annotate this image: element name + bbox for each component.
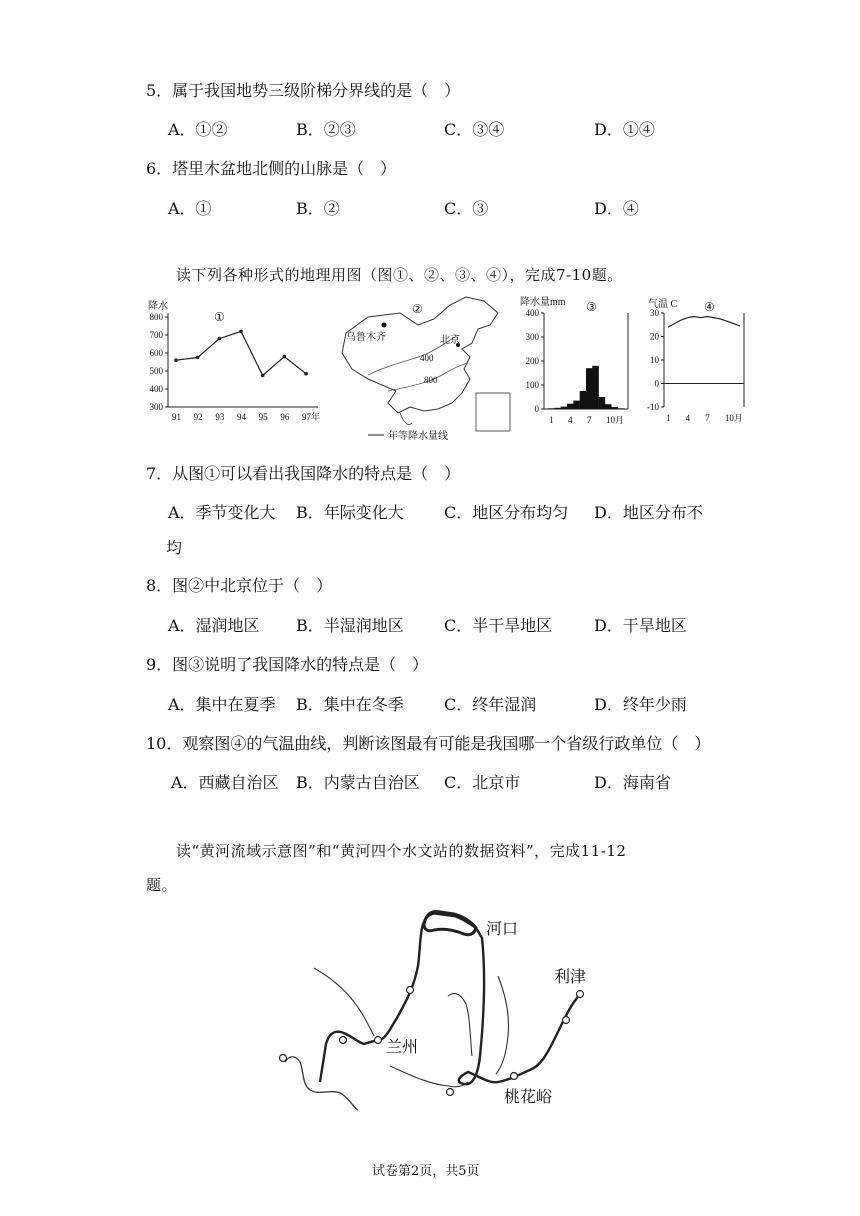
q7-option-a: A．季节变化大 <box>168 503 276 522</box>
fig4-xtick-label: 10月 <box>724 413 743 423</box>
intro-yellow-river-line1: 读“黄河流域示意图”和“黄河四个水文站的数据资料”，完成11-12 <box>176 842 627 860</box>
fig4-xtick-label: 4 <box>685 413 691 423</box>
yellow-river-basin-map <box>258 906 598 1116</box>
fig1-data-point <box>174 358 178 362</box>
fig4-ytick-label: 20 <box>650 331 659 342</box>
fig3-ytick-label: 400 <box>525 308 539 318</box>
fig3-bar <box>611 407 618 409</box>
fig2-legend: 年等降水量线 <box>388 431 448 442</box>
q9-stem: 9．图③说明了我国降水的特点是（ ） <box>146 655 429 674</box>
fig3-xtick-label: 4 <box>568 415 573 425</box>
fig4-ytick-label: 0 <box>654 378 659 389</box>
q5-option-b: B．②③ <box>296 120 356 139</box>
q8-option-c: C．半干旱地区 <box>444 616 553 635</box>
intro-yellow-river-line2: 题。 <box>146 876 178 894</box>
q8-option-a: A．湿润地区 <box>168 616 260 635</box>
fig2-isohyet-800-label: 800 <box>424 375 438 385</box>
fig1-xtick-label: 95 <box>258 412 268 422</box>
q10-option-d: D．海南省 <box>594 773 671 792</box>
q7-option-d: D．地区分布不 <box>594 503 703 522</box>
fig2-city-urumqi: 乌鲁木齐 <box>346 332 386 343</box>
fig3-xtick-label: 7 <box>587 415 592 425</box>
fig3-ytick-label: 100 <box>525 380 539 390</box>
fig3-ytick-label: 0 <box>534 404 539 414</box>
q9-option-d: D．终年少雨 <box>594 695 687 714</box>
q5-stem: 5．属于我国地势三级阶梯分界线的是（ ） <box>146 81 461 100</box>
tributary-northwest <box>314 968 374 1036</box>
south-china-sea-inset <box>476 393 510 431</box>
q8-option-b: B．半湿润地区 <box>296 616 404 635</box>
fig4-ytick-label: -10 <box>647 402 659 412</box>
label-lijin: 利津 <box>554 969 587 986</box>
fig1-data-point <box>283 355 287 359</box>
fig1-xtick-label: 94 <box>237 412 246 422</box>
fig3-bar <box>599 397 606 409</box>
tributary-wuding <box>448 994 472 1056</box>
q5-option-a: A．①② <box>168 120 228 139</box>
fig3-bar <box>586 368 593 409</box>
tributary-wei <box>390 1066 468 1087</box>
urumqi-dot <box>382 323 387 328</box>
fig3-ylabel: 降水量mm <box>520 297 566 308</box>
fig3-bar <box>592 366 599 409</box>
fig3-ytick-label: 200 <box>525 356 539 366</box>
fig1-xtick-label: 91 <box>172 412 181 422</box>
fig1-ytick-label: 800 <box>149 312 163 322</box>
fig4-xtick-label: 7 <box>705 413 710 423</box>
label-taohuayu: 桃花峪 <box>504 1089 553 1106</box>
fig1-ytick-label: 300 <box>149 402 163 412</box>
q7-option-b: B．年际变化大 <box>296 503 404 522</box>
station-east <box>563 1017 570 1024</box>
fig1-ytick-label: 500 <box>149 366 163 376</box>
fig3-xtick-label: 1 <box>549 415 554 425</box>
fig1-xtick-label: 97年 <box>302 412 321 422</box>
fig1-data-point <box>218 337 222 341</box>
fig3-ytick-label: 300 <box>525 332 539 342</box>
q8-stem: 8．图②中北京位于（ ） <box>146 576 333 595</box>
intro-figures: 读下列各种形式的地理用图（图①、②、③、④），完成7-10题。 <box>176 266 623 284</box>
q6-option-d: D．④ <box>594 199 639 218</box>
fig4-xtick-label: 1 <box>666 413 671 423</box>
page-footer: 试卷第2页，共5页 <box>372 1164 480 1179</box>
fig1-data-point <box>196 356 200 360</box>
q7-option-d-wrap: 均 <box>166 538 183 557</box>
fig4-ytick-label: 30 <box>650 308 659 318</box>
label-hekou: 河口 <box>486 921 519 938</box>
fig1-series-line <box>176 331 306 375</box>
q10-option-b: B．内蒙古自治区 <box>296 773 420 792</box>
fig1-data-point <box>261 374 265 378</box>
q5-option-c: C．③④ <box>444 120 505 139</box>
upstream-branch <box>285 1057 358 1110</box>
yellow-river-main <box>320 914 580 1085</box>
q5-option-d: D．①④ <box>594 120 655 139</box>
fig1-ytick-label: 600 <box>149 348 163 358</box>
q6-stem: 6．塔里木盆地北侧的山脉是（ ） <box>146 159 397 178</box>
fig3-bar <box>605 404 612 409</box>
fig3-bar <box>580 391 587 409</box>
q8-option-d: D．干旱地区 <box>594 616 687 635</box>
fig3-marker: ③ <box>586 300 597 314</box>
figure-2-china-map <box>338 295 518 445</box>
fig1-data-point <box>239 330 243 334</box>
station-mid <box>407 987 414 994</box>
q10-option-c: C．北京市 <box>444 773 521 792</box>
fig1-xtick-label: 92 <box>193 412 203 422</box>
tributary-fen <box>496 976 509 1074</box>
fig4-ytick-label: 10 <box>650 355 659 365</box>
fig1-xtick-label: 96 <box>280 412 290 422</box>
fig1-ytick-label: 400 <box>149 384 163 394</box>
fig3-bar <box>573 401 580 409</box>
fig2-marker: ② <box>412 302 423 316</box>
q6-option-a: A．① <box>168 199 212 218</box>
label-lanzhou: 兰州 <box>386 1039 419 1056</box>
station-west <box>280 1055 287 1062</box>
fig1-ylabel: 降水 <box>148 301 168 312</box>
fig2-isohyet-400-label: 400 <box>420 353 434 363</box>
q7-option-c: C．地区分布均匀 <box>444 503 569 522</box>
q10-option-a: A．西藏自治区 <box>171 773 279 792</box>
q6-option-b: B．② <box>296 199 340 218</box>
q9-option-b: B．集中在冬季 <box>296 695 404 714</box>
hainan-outline <box>400 413 412 425</box>
figure-4-temperature-chart <box>640 295 756 430</box>
fig3-bar <box>618 408 625 409</box>
q6-option-c: C．③ <box>444 199 489 218</box>
q10-stem: 10．观察图④的气温曲线，判断该图最有可能是我国哪一个省级行政单位（ ） <box>146 734 711 753</box>
fig4-marker: ④ <box>704 300 715 314</box>
fig3-bar <box>567 404 574 409</box>
fig3-bar <box>561 407 568 409</box>
fig1-data-point <box>304 372 308 376</box>
station-upper <box>340 1037 347 1044</box>
fig1-ytick-label: 700 <box>149 330 163 340</box>
figure-3-bar-chart <box>516 295 636 430</box>
station-lijin <box>577 991 584 998</box>
q9-option-a: A．集中在夏季 <box>168 695 276 714</box>
fig1-marker: ① <box>214 310 225 324</box>
fig4-temperature-curve <box>668 317 740 328</box>
fig4-ylabel: 气温 C <box>648 299 678 310</box>
fig1-xtick-label: 93 <box>215 412 225 422</box>
station-taohuayu <box>511 1073 518 1080</box>
fig2-city-beijing: 北京 <box>440 335 460 346</box>
fig3-bar <box>554 408 561 409</box>
figure-1-line-chart <box>140 295 330 430</box>
fig3-bar <box>548 408 555 409</box>
fig3-xtick-label: 10月 <box>606 415 625 425</box>
q9-option-c: C．终年湿润 <box>444 695 537 714</box>
station-south <box>447 1089 454 1096</box>
q7-stem: 7．从图①可以看出我国降水的特点是（ ） <box>146 464 461 483</box>
station-lanzhou <box>375 1037 382 1044</box>
